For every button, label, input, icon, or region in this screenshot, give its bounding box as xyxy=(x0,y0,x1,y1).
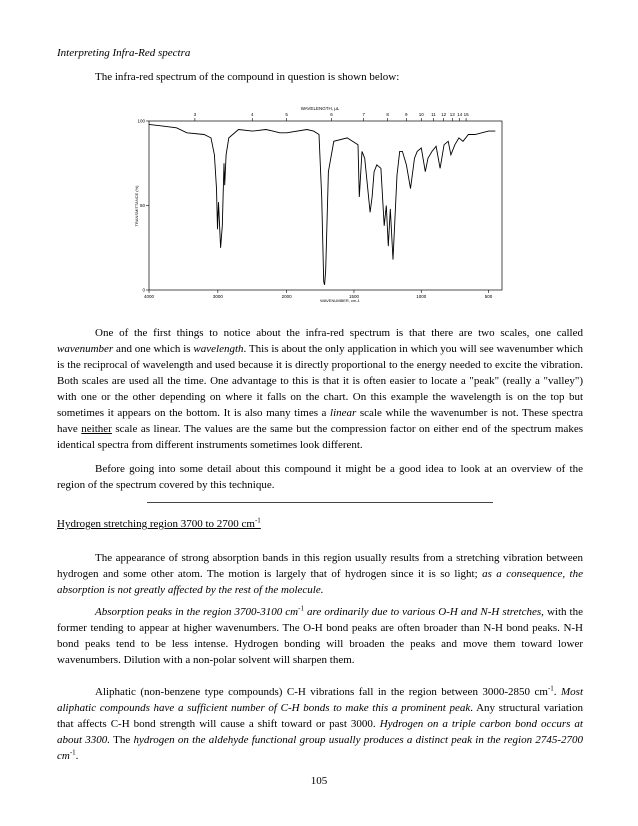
paragraph-ch: Aliphatic (non-benzene type compounds) C-H vibrations fall in the region between 3000-2850 $cm^{-1}$. Most aliphatic compounds have a sufficient number of C-H bonds to make this a prominent peak. Any structural variation that affects C-H bond strength will cause a shift toward or past 3000. Hydrogen on a triple carbon bond occurs at about 3300. The hydrogen on the aldehyde functional group usually produces a distinct peak in the region 2745-2700 $cm^{-1}$. xyxy=(57,684,584,762)
paragraph-stretching: The appearance of strong absorption bands in this region usually results from a stretching vibration between hydrogen and some other atom. The motion is largely that of hydrogen since it is so light; as a consequence, the absorption is not greatly affected by the rest of the molecule. xyxy=(57,552,583,596)
top-tick-label: 14 xyxy=(457,112,463,117)
y-tick-label: 50 xyxy=(139,203,145,208)
top-tick-label: 15 xyxy=(463,112,469,117)
y-axis-title: TRANSMITTANCE (%) xyxy=(134,185,139,227)
top-tick-label: 7 xyxy=(362,112,365,117)
bottom-tick-label: 2000 xyxy=(281,294,292,299)
top-tick-label: 4 xyxy=(250,112,254,117)
intro-sentence: The infra-red spectrum of the compound in question is shown below: xyxy=(95,71,400,83)
bottom-tick-label: 1000 xyxy=(416,294,427,299)
top-tick-label: 12 xyxy=(441,112,447,117)
page-number: 105 xyxy=(310,775,328,787)
bottom-tick-label: 500 xyxy=(484,294,493,299)
y-tick-label: 100 xyxy=(137,118,145,124)
top-tick-label: 9 xyxy=(405,112,408,117)
top-tick-label: 6 xyxy=(330,112,333,117)
spectrum-trace xyxy=(149,124,495,285)
top-tick-label: 8 xyxy=(386,112,389,117)
bottom-tick-label: 4000 xyxy=(143,294,155,299)
y-tick-label: 0 xyxy=(142,287,145,293)
page-header: Interpreting Infra-Red spectra xyxy=(57,47,191,59)
top-tick-label: 5 xyxy=(285,112,288,117)
bottom-tick-label: 3000 xyxy=(212,294,223,299)
bottom-tick-label: 1500 xyxy=(348,294,359,299)
top-axis-title: WAVELENGTH, μL xyxy=(300,106,340,111)
paragraph-oh-nh: Absorption peaks in the region 3700-3100 $cm^{-1}$ are ordinarily due to various O-H and N-H stretches, with the former tending to appear at higher wavenumbers. The O-H bond peaks are often broader than N-H bond peaks. N-H bond peaks tend to be less intense. Hydrogen bonding will broaden the peaks and move them toward lower wavenumbers. Dilution with a non-polar solvent will sharpen them. xyxy=(57,604,583,666)
section-divider xyxy=(147,502,493,503)
top-tick-label: 3 xyxy=(193,112,197,117)
ir-spectrum-figure xyxy=(134,101,510,306)
top-tick-label: 10 xyxy=(418,112,424,117)
paragraph-overview: Before going into some detail about this compound it might be a good idea to look at an overview of the region of the spectrum covered by this technique. xyxy=(57,463,583,491)
section-heading: Hydrogen stretching region 3700 to 2700 $cm^{-1}$ xyxy=(57,516,261,530)
bottom-axis-title: WAVENUMBER, cm-1 xyxy=(320,298,360,303)
top-tick-label: 13 xyxy=(449,112,455,117)
paragraph-scales: One of the first things to notice about the infra-red spectrum is that there are two scales, one called wavenumber and one which is wavelength. This is about the only application in which you will see wavenumber which is the reciprocal of wavelength and used because it is directly proportional to the energy needed to excite the vibration. Both scales are used all the time. One advantage to this is that it is often easier to locate a "peak" (really a "valley") with one or the other depending on where it falls on the chart. On this example the wavelength is on the top but sometimes it appears on the bottom. It is also many times a linear scale while the wavenumber is not. These spectra have neither scale as linear. The values are the same but the compression factor on either end of the spectrum makes identical spectra from different instruments sometimes look different. xyxy=(57,327,584,451)
ir-spectrum-chart xyxy=(134,101,510,306)
top-tick-label: 11 xyxy=(431,112,436,117)
